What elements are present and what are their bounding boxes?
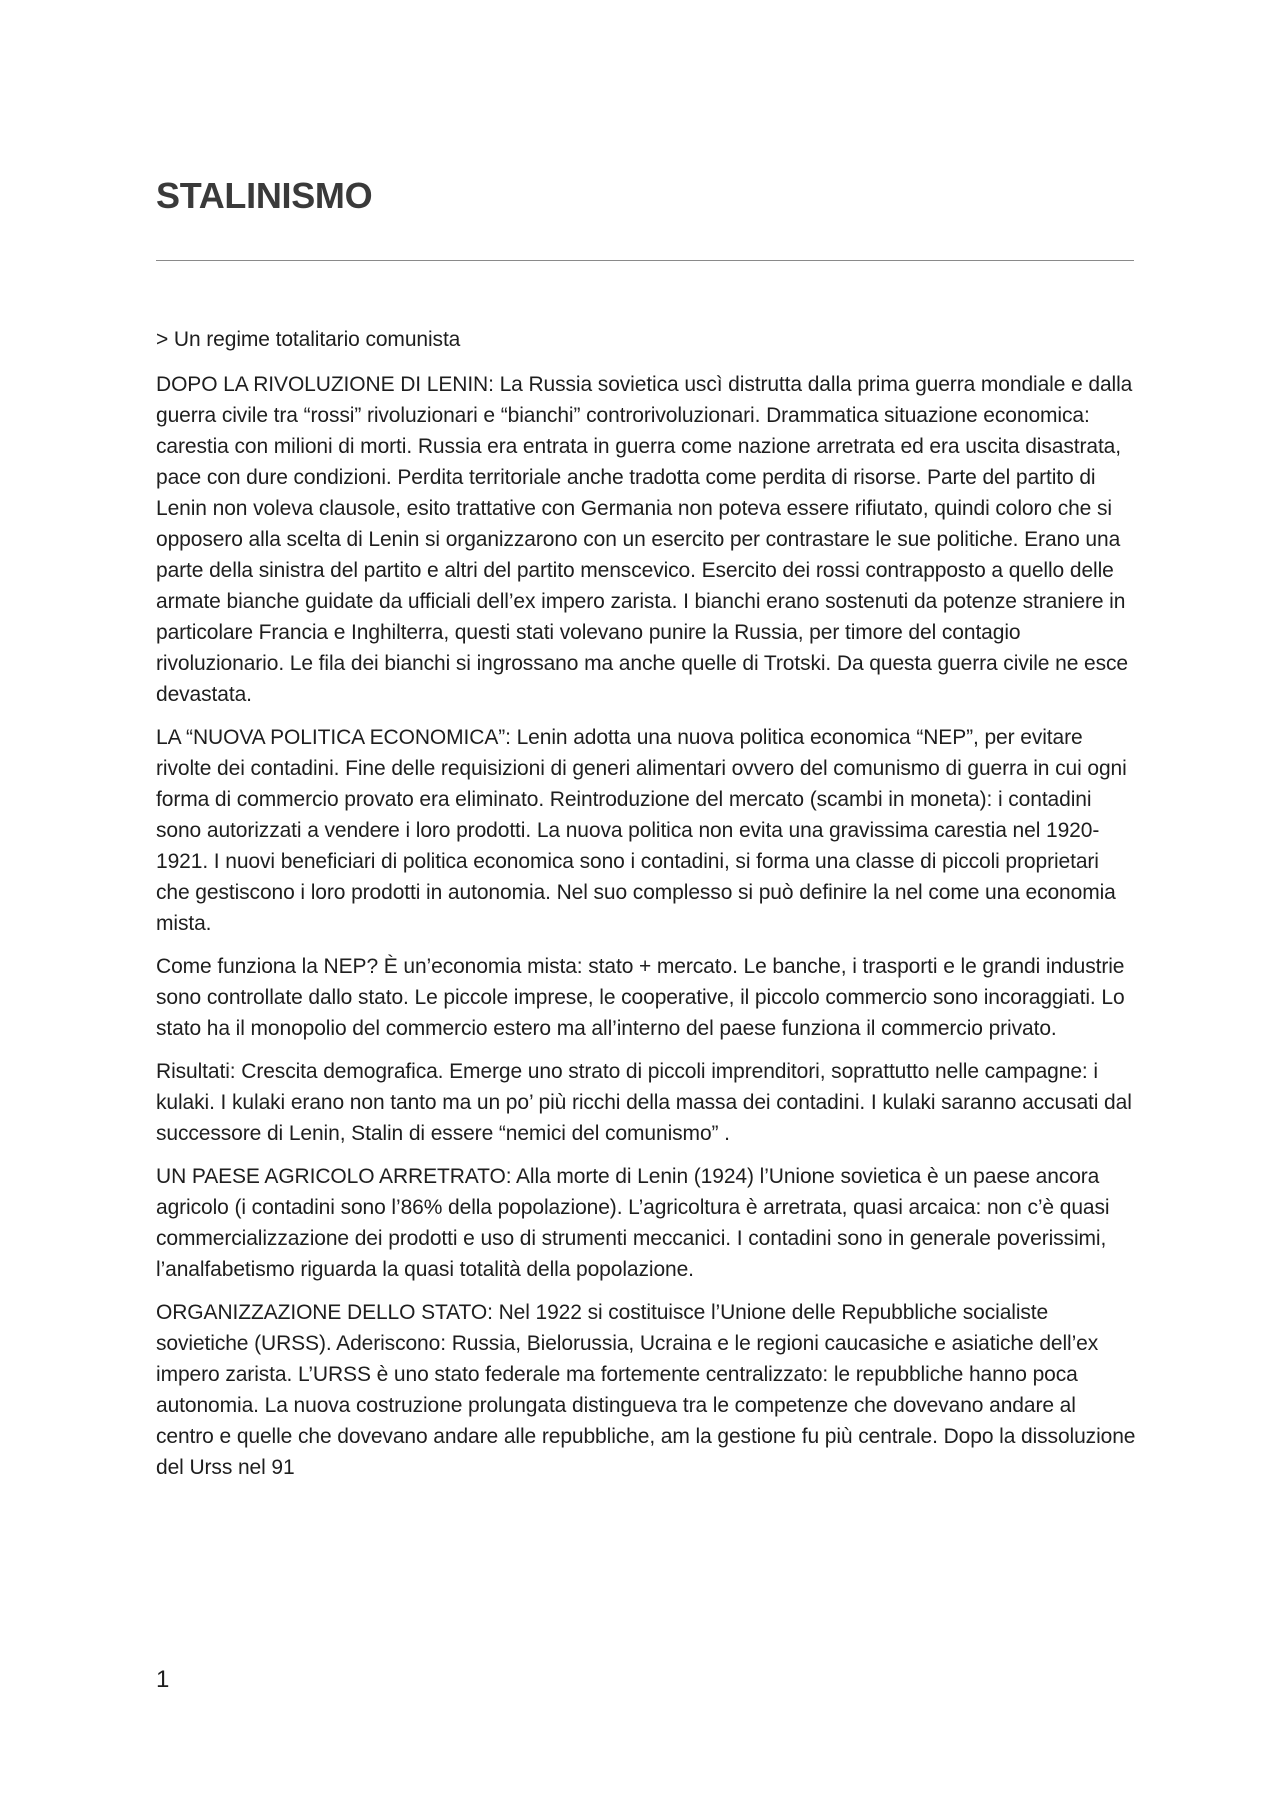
paragraph-paese-agricolo: UN PAESE AGRICOLO ARRETRATO: Alla morte di Lenin (1924) l’Unione sovietica è un paese ancora agricolo (i contadini sono l’86% della popolazione). L’agricoltura è arretrata, quasi arcaica: non c’è quasi commercializzazione dei prodotti e uso di strumenti meccanici. I contadini sono in generale poverissimi, l’analfabetismo riguarda la quasi totalità della popolazione. xyxy=(156,1165,1110,1281)
page-title: STALINISMO xyxy=(156,175,373,216)
section-subtitle: > Un regime totalitario comunista xyxy=(156,328,461,351)
paragraph-nuova-politica-economica: LA “NUOVA POLITICA ECONOMICA”: Lenin adotta una nuova politica economica “NEP”, per evitare rivolte dei contadini. Fine delle requisizioni di generi alimentari ovvero del comunismo di guerra in cui ogni forma di commercio provato era eliminato. Reintroduzione del mercato (scambi in moneta): i contadini sono autorizzati a vendere i loro prodotti. La nuova politica non evita una gravissima carestia nel 1920-1921. I nuovi beneficiari di politica economica sono i contadini, si forma una classe di piccoli proprietari che gestiscono i loro prodotti in autonomia. Nel suo complesso si può definire la nel come una economia mista. xyxy=(156,726,1127,935)
paragraph-risultati: Risultati: Crescita demografica. Emerge uno strato di piccoli imprenditori, soprattutto nelle campagne: i kulaki. I kulaki erano non tanto ma un po’ più ricchi della massa dei contadini. I kulaki saranno accusati dal successore di Lenin, Stalin di essere “nemici del comunismo” . xyxy=(156,1060,1132,1145)
paragraph-dopo-la-rivoluzione: DOPO LA RIVOLUZIONE DI LENIN: La Russia sovietica uscì distrutta dalla prima guerra mondiale e dalla guerra civile tra “rossi” rivoluzionari e “bianchi” controrivoluzionari. Drammatica situazione economica: carestia con milioni di morti. Russia era entrata in guerra come nazione arretrata ed era uscita disastrata, pace con dure condizioni. Perdita territoriale anche tradotta come perdita di risorse. Parte del partito di Lenin non voleva clausole, esito trattative con Germania non poteva essere rifiutato, quindi coloro che si opposero alla scelta di Lenin si organizzarono con un esercito per contrastare le sue politiche. Erano una parte della sinistra del partito e altri del partito menscevico. Esercito dei rossi contrapposto a quello delle armate bianche guidate da ufficiali dell’ex impero zarista. I bianchi erano sostenuti da potenze straniere in particolare Francia e Inghilterra, questi stati volevano punire la Russia, per timore del contagio rivoluzionario. Le fila dei bianchi si ingrossano ma anche quelle di Trotski. Da questa guerra civile ne esce devastata. xyxy=(156,373,1133,706)
paragraph-come-funziona-nep: Come funziona la NEP? È un’economia mista: stato + mercato. Le banche, i trasporti e le grandi industrie sono controllate dallo stato. Le piccole imprese, le cooperative, il piccolo commercio sono incoraggiati. Lo stato ha il monopolio del commercio estero ma all’interno del paese funziona il commercio privato. xyxy=(156,955,1125,1040)
title-divider xyxy=(156,260,1134,261)
paragraph-organizzazione-stato: ORGANIZZAZIONE DELLO STATO: Nel 1922 si costituisce l’Unione delle Repubbliche socialiste sovietiche (URSS). Aderiscono: Russia, Bielorussia, Ucraina e le regioni caucasiche e asiatiche dell’ex impero zarista. L’URSS è uno stato federale ma fortemente centralizzato: le repubbliche hanno poca autonomia. La nuova costruzione prolungata distingueva tra le competenze che dovevano andare al centro e quelle che dovevano andare alle repubbliche, am la gestione fu più centrale. Dopo la dissoluzione del Urss nel 91 xyxy=(156,1301,1136,1479)
document-body xyxy=(156,324,1138,1495)
page-number: 1 xyxy=(156,1666,170,1693)
